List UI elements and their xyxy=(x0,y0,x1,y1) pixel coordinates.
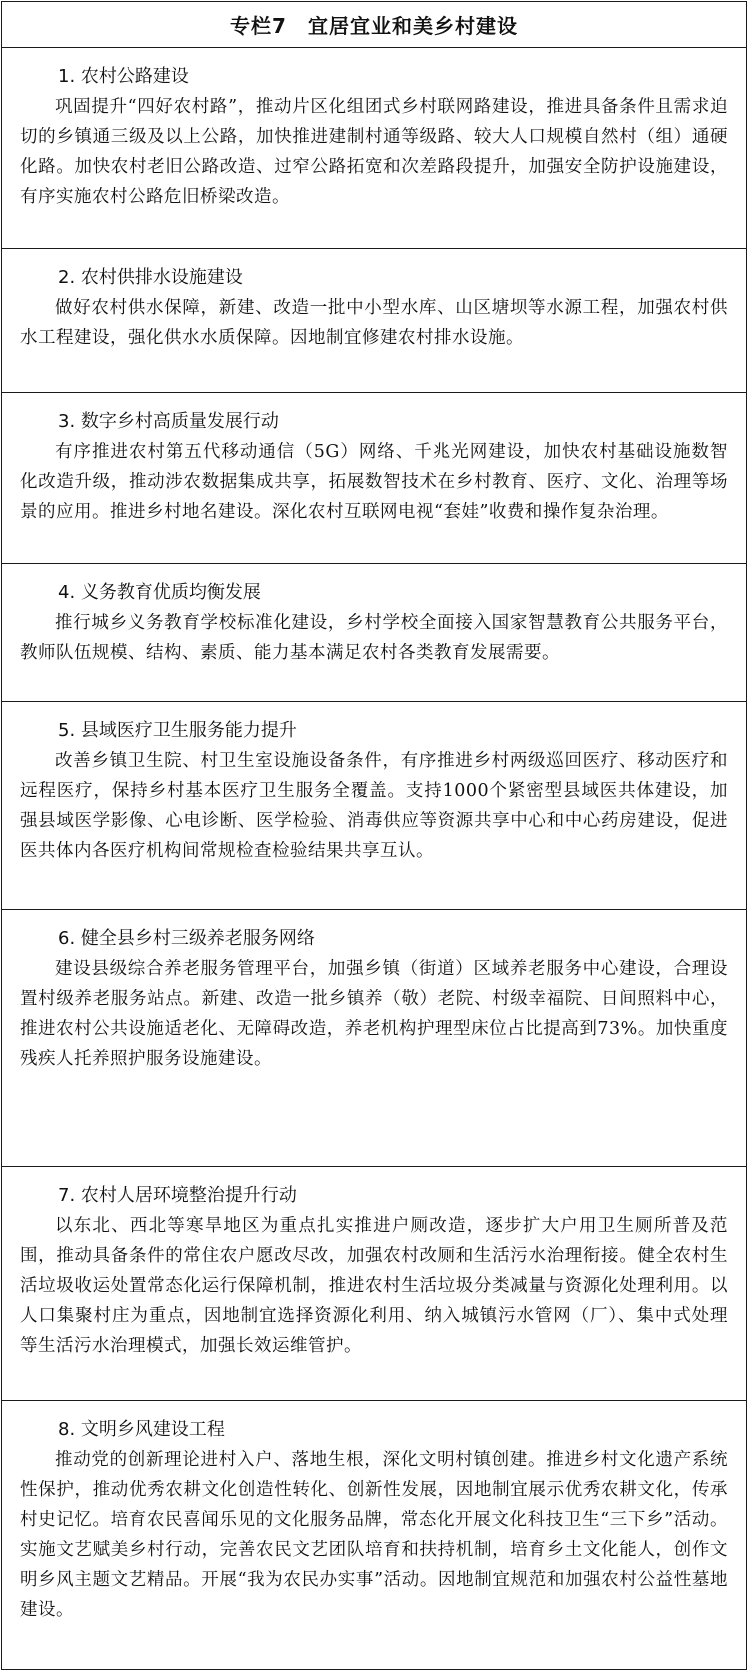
section-heading: 1. 农村公路建设 xyxy=(58,66,189,87)
section-living-environment xyxy=(2,1167,746,1401)
section-heading: 8. 文明乡风建设工程 xyxy=(58,1419,225,1440)
section-heading: 2. 农村供排水设施建设 xyxy=(58,267,243,288)
section-body: 建设县级综合养老服务管理平台，加强乡镇（街道）区域养老服务中心建设，合理设置村级养老服务站点。新建、改造一批乡镇养（敬）老院、村级幸福院、日间照料中心，推进农村公共设施适老化、无障碍改造，养老机构护理型床位占比提高到73%。加快重度残疾人托养照护服务设施建设。 xyxy=(20,959,728,1069)
section-body: 有序推进农村第五代移动通信（5G）网络、千兆光网建设，加快农村基础设施数智化改造升级，推动涉农数据集成共享，拓展数智技术在乡村教育、医疗、文化、治理等场景的应用。推进乡村地名建设。深化农村互联网电视“套娃”收费和操作复杂治理。 xyxy=(20,442,728,522)
section-elderly-care xyxy=(2,910,746,1167)
section-compulsory-education xyxy=(2,564,746,702)
section-heading: 7. 农村人居环境整治提升行动 xyxy=(58,1185,297,1206)
section-digital-village xyxy=(2,393,746,564)
section-heading: 6. 健全县乡村三级养老服务网络 xyxy=(58,928,315,949)
section-civilized-customs xyxy=(2,1401,746,1669)
section-body: 以东北、西北等寒旱地区为重点扎实推进户厕改造，逐步扩大户用卫生厕所普及范围，推动具备条件的常住农户愿改尽改，加强农村改厕和生活污水治理衔接。健全农村生活垃圾收运处置常态化运行保障机制，推进农村生活垃圾分类减量与资源化处理利用。以人口集聚村庄为重点，因地制宜选择资源化利用、纳入城镇污水管网（厂）、集中式处理等生活污水治理模式，加强长效运维管护。 xyxy=(20,1216,728,1356)
section-body: 做好农村供水保障，新建、改造一批中小型水库、山区塘坝等水源工程，加强农村供水工程建设，强化供水水质保障。因地制宜修建农村排水设施。 xyxy=(20,298,728,348)
column-box xyxy=(1,1,747,1670)
section-water-supply xyxy=(2,249,746,393)
section-heading: 3. 数字乡村高质量发展行动 xyxy=(58,411,279,432)
section-heading: 4. 义务教育优质均衡发展 xyxy=(58,582,261,603)
section-body: 推动党的创新理论进村入户、落地生根，深化文明村镇创建。推进乡村文化遗产系统性保护，推动优秀农耕文化创造性转化、创新性发展，因地制宜展示优秀农耕文化，传承村史记忆。培育农民喜闻乐见的文化服务品牌，常态化开展文化科技卫生“三下乡”活动。实施文艺赋美乡村行动，完善农民文艺团队培育和扶持机制，培育乡土文化能人，创作文明乡风主题文艺精品。开展“我为农民办实事”活动。因地制宜规范和加强农村公益性墓地建设。 xyxy=(20,1450,728,1620)
section-body: 推行城乡义务教育学校标准化建设，乡村学校全面接入国家智慧教育公共服务平台，教师队伍规模、结构、素质、能力基本满足农村各类教育发展需要。 xyxy=(20,613,728,663)
section-heading: 5. 县域医疗卫生服务能力提升 xyxy=(58,720,297,741)
section-county-medical xyxy=(2,702,746,910)
section-body: 巩固提升“四好农村路”，推动片区化组团式乡村联网路建设，推进具备条件且需求迫切的乡镇通三级及以上公路，加快推进建制村通等级路、较大人口规模自然村（组）通硬化路。加快农村老旧公路改造、过窄公路拓宽和次差路段提升，加强安全防护设施建设，有序实施农村公路危旧桥梁改造。 xyxy=(20,97,728,207)
section-body: 改善乡镇卫生院、村卫生室设施设备条件，有序推进乡村两级巡回医疗、移动医疗和远程医疗，保持乡村基本医疗卫生服务全覆盖。支持1000个紧密型县域医共体建设，加强县域医学影像、心电诊断、医学检验、消毒供应等资源共享中心和中心药房建设，促进医共体内各医疗机构间常规检查检验结果共享互认。 xyxy=(20,751,728,861)
section-rural-roads xyxy=(2,48,746,249)
column-title: 专栏7 宜居宜业和美乡村建设 xyxy=(2,2,746,48)
